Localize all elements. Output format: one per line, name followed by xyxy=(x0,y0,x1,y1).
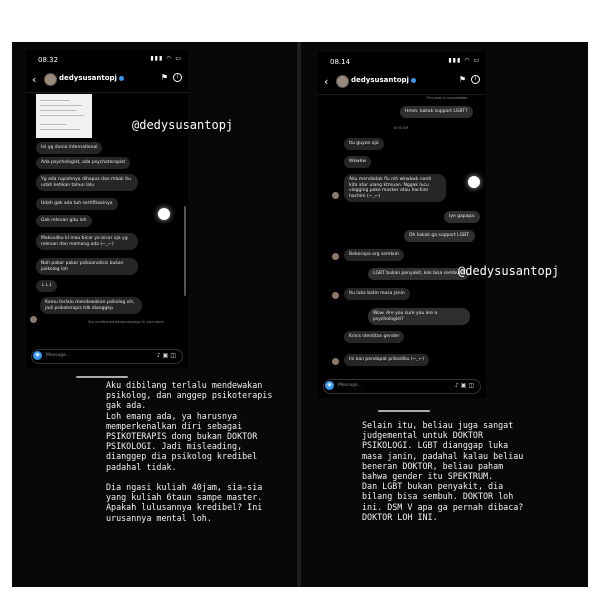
chat-header xyxy=(318,72,486,95)
story-left xyxy=(12,42,296,587)
message-bubble[interactable]: Udah gak ada tuh sertifikasinya xyxy=(36,198,118,210)
unavailable-note: This post is unavailable xyxy=(426,96,468,100)
mic-image-sticker-icons[interactable]: ♪▣◫ xyxy=(156,352,178,359)
message-bubble[interactable]: Nah pakar pakar psikoanalisis bukan psikolog loh xyxy=(36,258,138,275)
info-icon[interactable]: i xyxy=(471,75,480,84)
back-arrow-icon[interactable]: ‹ xyxy=(324,75,329,88)
message-bubble[interactable]: Ini kan pendapat pribadiku (⌐_⌐) xyxy=(344,354,429,366)
message-bubble[interactable]: Krisis identitas gender xyxy=(344,331,404,343)
verified-badge-icon xyxy=(411,78,416,83)
camera-icon[interactable]: ◉ xyxy=(33,351,42,360)
scrollbar[interactable] xyxy=(184,206,186,296)
sticker-dot xyxy=(468,176,480,188)
message-bubble[interactable]: Ada psychologist, ada psychoterapist xyxy=(36,157,130,169)
message-list[interactable] xyxy=(318,96,486,376)
sender-avatar xyxy=(332,192,339,199)
message-bubble[interactable]: LGBT bukan penyakit, kok bisa sembuh? xyxy=(368,268,469,280)
message-bubble[interactable]: Iye gapapa. xyxy=(444,211,480,223)
status-time: 08.32 xyxy=(38,56,59,64)
status-icons: ▮▮▮ ◠ ▭ xyxy=(150,55,182,62)
mic-image-sticker-icons[interactable]: ♪▣◫ xyxy=(454,382,476,389)
message-bubble[interactable]: Yg ada rupiahnya dihapus dan mbak itu udah ketikan tahun lalu xyxy=(36,174,138,191)
sender-avatar xyxy=(332,358,339,365)
message-bubble[interactable]: Hmm, kakak support LGBT? xyxy=(400,106,473,118)
avatar[interactable] xyxy=(44,73,57,86)
message-bubble[interactable]: Itu guyon aja xyxy=(344,138,384,150)
home-indicator xyxy=(378,410,430,412)
message-input[interactable]: Message... xyxy=(338,383,363,388)
back-arrow-icon[interactable]: ‹ xyxy=(32,73,37,86)
message-timestamp: 8:00 AM xyxy=(394,126,409,130)
message-bubble[interactable]: Wkwkw xyxy=(344,156,371,168)
info-icon[interactable]: i xyxy=(173,73,182,82)
message-composer[interactable] xyxy=(31,349,183,364)
caption-text: Selain itu, beliau juga sangat judgemental untuk DOKTOR PSIKOLOGI. LGBT dianggap luka masa janin, padahal kalau beliau beneran DOKTOR, beliau paham bahwa gender itu SPEKTRUM. Dan LGBT bukan penyakit, dia bilang bisa sembuh. DOKTOR loh ini. DSM V apa ga pernah dibaca? DOKTOR LOH INI. xyxy=(362,420,524,522)
sticker-dot xyxy=(158,208,170,220)
message-bubble[interactable]: Gak relevan gitu loh xyxy=(36,215,92,227)
shared-post-thumbnail[interactable] xyxy=(36,94,92,138)
message-composer[interactable] xyxy=(323,379,481,394)
message-bubble[interactable]: Maksudku kl mau bicar ya bicar aja yg relevan dan memang ada (⌐_⌐) xyxy=(36,233,138,250)
message-bubble[interactable]: Wow. Are you sure you are a psychologist? xyxy=(368,308,470,325)
story-mention-note: You mentioned dedysusantopj in your story xyxy=(88,320,164,324)
flag-icon[interactable]: ⚑ xyxy=(458,75,466,84)
chat-handle[interactable]: dedysusantopj xyxy=(59,74,124,82)
divider xyxy=(297,42,301,587)
watermark: @dedysusantopj xyxy=(458,264,560,278)
chat-handle[interactable]: dedysusantopj xyxy=(351,76,416,84)
message-bubble[interactable]: Aku mendadak flu nih wkwkwk nanti kita atur ulang ktmuan. Nggak lucu vlogging pake masker atau hachim hachim (⌐_⌐) xyxy=(344,174,446,202)
flag-icon[interactable]: ⚑ xyxy=(160,73,168,82)
caption-text: Aku dibilang terlalu mendewakan psikolog, dan anggep psikoterapis gak ada. Loh emang ada, ya harusnya memperkenalkan diri sebagai PSIKOTERAPIS dong bukan DOKTOR PSIKOLOGI. Jadi misleading, dianggep dia psikolog kredibel padahal tidak. Dia ngasi kuliah 40jam, sia-sia yang kuliah 6taun sampe master. Apakah lulusannya kredibel? Ini urusannya mental loh. xyxy=(106,380,273,523)
camera-icon[interactable]: ◉ xyxy=(325,381,334,390)
message-bubble[interactable]: Kamu terlalu mendewakan psikolog sih, jadi psikoterapis tdk dianggep xyxy=(40,297,142,314)
home-indicator xyxy=(76,376,128,378)
message-bubble[interactable]: Ini yg dunia international xyxy=(36,142,102,154)
message-bubble[interactable]: Itu luka batin masa janin xyxy=(344,288,410,300)
avatar[interactable] xyxy=(336,75,349,88)
chat-header xyxy=(26,70,188,93)
sender-avatar xyxy=(332,292,339,299)
verified-badge-icon xyxy=(119,76,124,81)
story-right xyxy=(302,42,588,587)
sender-avatar xyxy=(30,316,37,323)
message-bubble[interactable]: Beberapa org sembuh xyxy=(344,249,404,261)
status-time: 08.14 xyxy=(330,58,351,66)
collage-frame xyxy=(12,42,588,587)
watermark: @dedysusantopj xyxy=(132,118,234,132)
message-bubble[interactable]: ↓↓↓ xyxy=(36,280,57,292)
status-icons: ▮▮▮ ◠ ▭ xyxy=(448,57,480,64)
sender-avatar xyxy=(332,253,339,260)
message-bubble[interactable]: Oh kakak ga support LGBT. xyxy=(404,230,475,242)
message-input[interactable]: Message... xyxy=(46,353,71,358)
chat-screenshot-right xyxy=(318,52,486,398)
